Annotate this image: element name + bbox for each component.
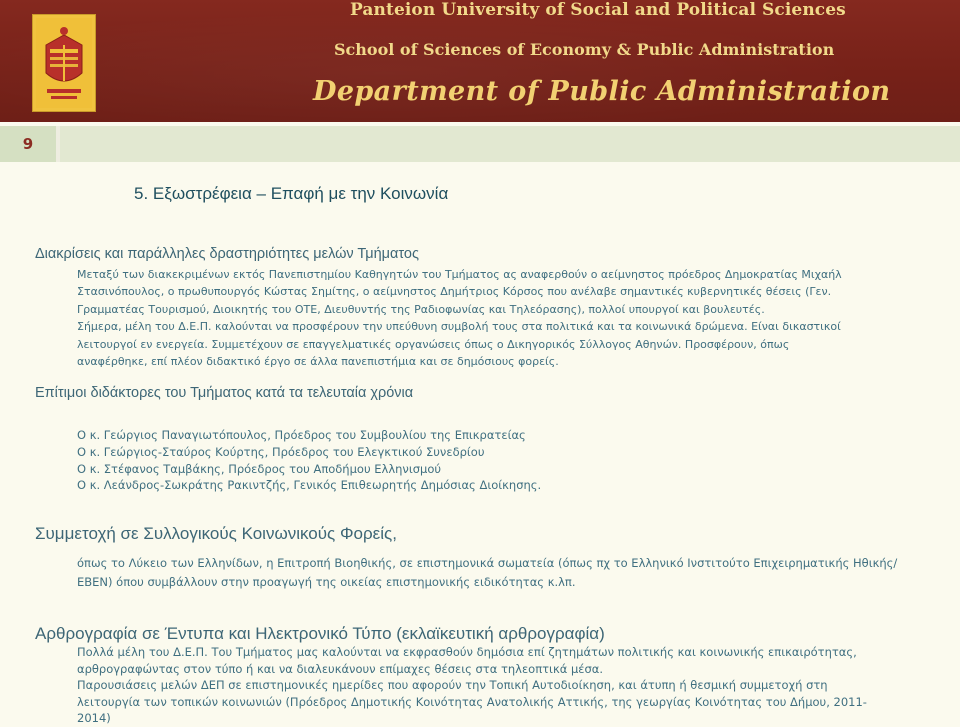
- section-press-text: [77, 644, 867, 727]
- text-line: Στασινόπουλος, ο πρωθυπουργός Κώστας Σημίτης, ο αείμνηστος Δημήτριος Κόρσος που ανέλαβε σημαντικές κυβερνητικές θέσεις (Γεν.: [77, 285, 832, 299]
- text-line: 2014): [77, 711, 111, 726]
- text-line: Πολλά μέλη του Δ.Ε.Π. Του Τμήματος μας καλούνται να εκφρασθούν δημόσια επί ζητημάτων πολιτικής και κοινωνικής επικαιρότητας,: [77, 645, 857, 659]
- page-number: 9: [0, 126, 56, 162]
- text-line: Γραμματέας Τουρισμού, Διοικητής του ΟΤΕ, Διευθυντής της Ραδιοφωνίας και Τηλεόρασης), πολλοί υπουργοί και βουλευτές.: [77, 302, 765, 316]
- text-line: λειτουργία των τοπικών κοινωνιών (Πρόεδρος Δημοτικής Κοινότητας Ανατολικής Αττικής, της γεωργίας Κοινότητας του Δήμου, 2011-: [77, 694, 867, 709]
- header-banner: [0, 0, 960, 122]
- page-band-rule: [60, 126, 960, 162]
- section-honorary-heading: Επίτιμοι διδάκτορες του Τμήματος κατά τα τελευταία χρόνια: [35, 385, 414, 401]
- university-name: Panteion University of Social and Political Sciences: [350, 0, 846, 20]
- list-item: Ο κ. Λεάνδρος-Σωκράτης Ρακιντζής, Γενικός Επιθεωρητής Δημόσιας Διοίκησης.: [77, 478, 542, 493]
- university-crest-icon: [32, 14, 96, 112]
- text-line: αρθρογραφώντας στον τύπο ή και να διαλευκάνουν επίμαχες θέσεις στα τηλεοπτικά μέσα.: [77, 661, 604, 676]
- list-item: Ο κ. Γεώργιος-Σταύρος Κούρτης, Πρόεδρος του Ελεγκτικού Συνεδρίου: [77, 444, 485, 459]
- text-line: EBEN) όπου συμβάλλουν στην προαγωγή της οικείας επιστημονικής ειδικότητας κ.λπ.: [77, 574, 576, 589]
- honorary-list: [77, 427, 541, 494]
- section-distinctions-text: [77, 266, 842, 370]
- text-line: λειτουργοί εν ενεργεία. Συμμετέχουν σε επαγγελματικές οργανώσεις όπως ο Δικηγορικός Σύλλογος Αθηνών. Προσφέρουν, όπως: [77, 337, 790, 351]
- text-line: Μεταξύ των διακεκριμένων εκτός Πανεπιστημίου Καθηγητών του Τμήματος ας αναφερθούν ο αείμνηστος πρόεδρος Δημοκρατίας Μιχαήλ: [77, 268, 842, 281]
- list-item: Ο κ. Γεώργιος Παναγιωτόπουλος, Πρόεδρος του Συμβουλίου της Επικρατείας: [77, 428, 526, 442]
- section-press-heading: Αρθρογραφία σε Έντυπα και Ηλεκτρονικό Τύπο (εκλαϊκευτική αρθρογραφία): [35, 624, 605, 643]
- list-item: Ο κ. Στέφανος Ταμβάκης, Πρόεδρος του Αποδήμου Ελληνισμού: [77, 461, 442, 476]
- section-bodies-text: [77, 554, 897, 591]
- text-line: όπως το Λύκειο των Ελληνίδων, η Επιτροπή Βιοηθικής, σε επιστημονικά σωματεία (όπως πχ το Ελληνικό Ινστιτούτο Επιχειρηματικής Ηθικής/: [77, 556, 898, 570]
- section-bodies-heading: Συμμετοχή σε Συλλογικούς Κοινωνικούς Φορείς,: [35, 524, 397, 543]
- text-line: Παρουσιάσεις μελών ΔΕΠ σε επιστημονικές ημερίδες που αφορούν την Τοπική Αυτοδιοίκηση, και άτυπη ή θεσμική συμμετοχή στη: [77, 678, 828, 693]
- page-title: 5. Εξωστρέφεια – Επαφή με την Κοινωνία: [134, 184, 449, 203]
- department-name: Department of Public Administration: [313, 76, 891, 107]
- section-distinctions-heading: Διακρίσεις και παράλληλες δραστηριότητες μελών Τμήματος: [35, 246, 419, 262]
- school-name: School of Sciences of Economy & Public Administration: [334, 40, 835, 59]
- text-line: Σήμερα, μέλη του Δ.Ε.Π. καλούνται να προσφέρουν την υπεύθυνη συμβολή τους στα πολιτικά και τα κοινωνικά δρώμενα. Είναι δικαστικοί: [77, 320, 841, 334]
- text-line: αναφέρθηκε, επί πλέον διδακτικό έργο σε άλλα πανεπιστήμια και σε δημόσιους φορείς.: [77, 355, 559, 369]
